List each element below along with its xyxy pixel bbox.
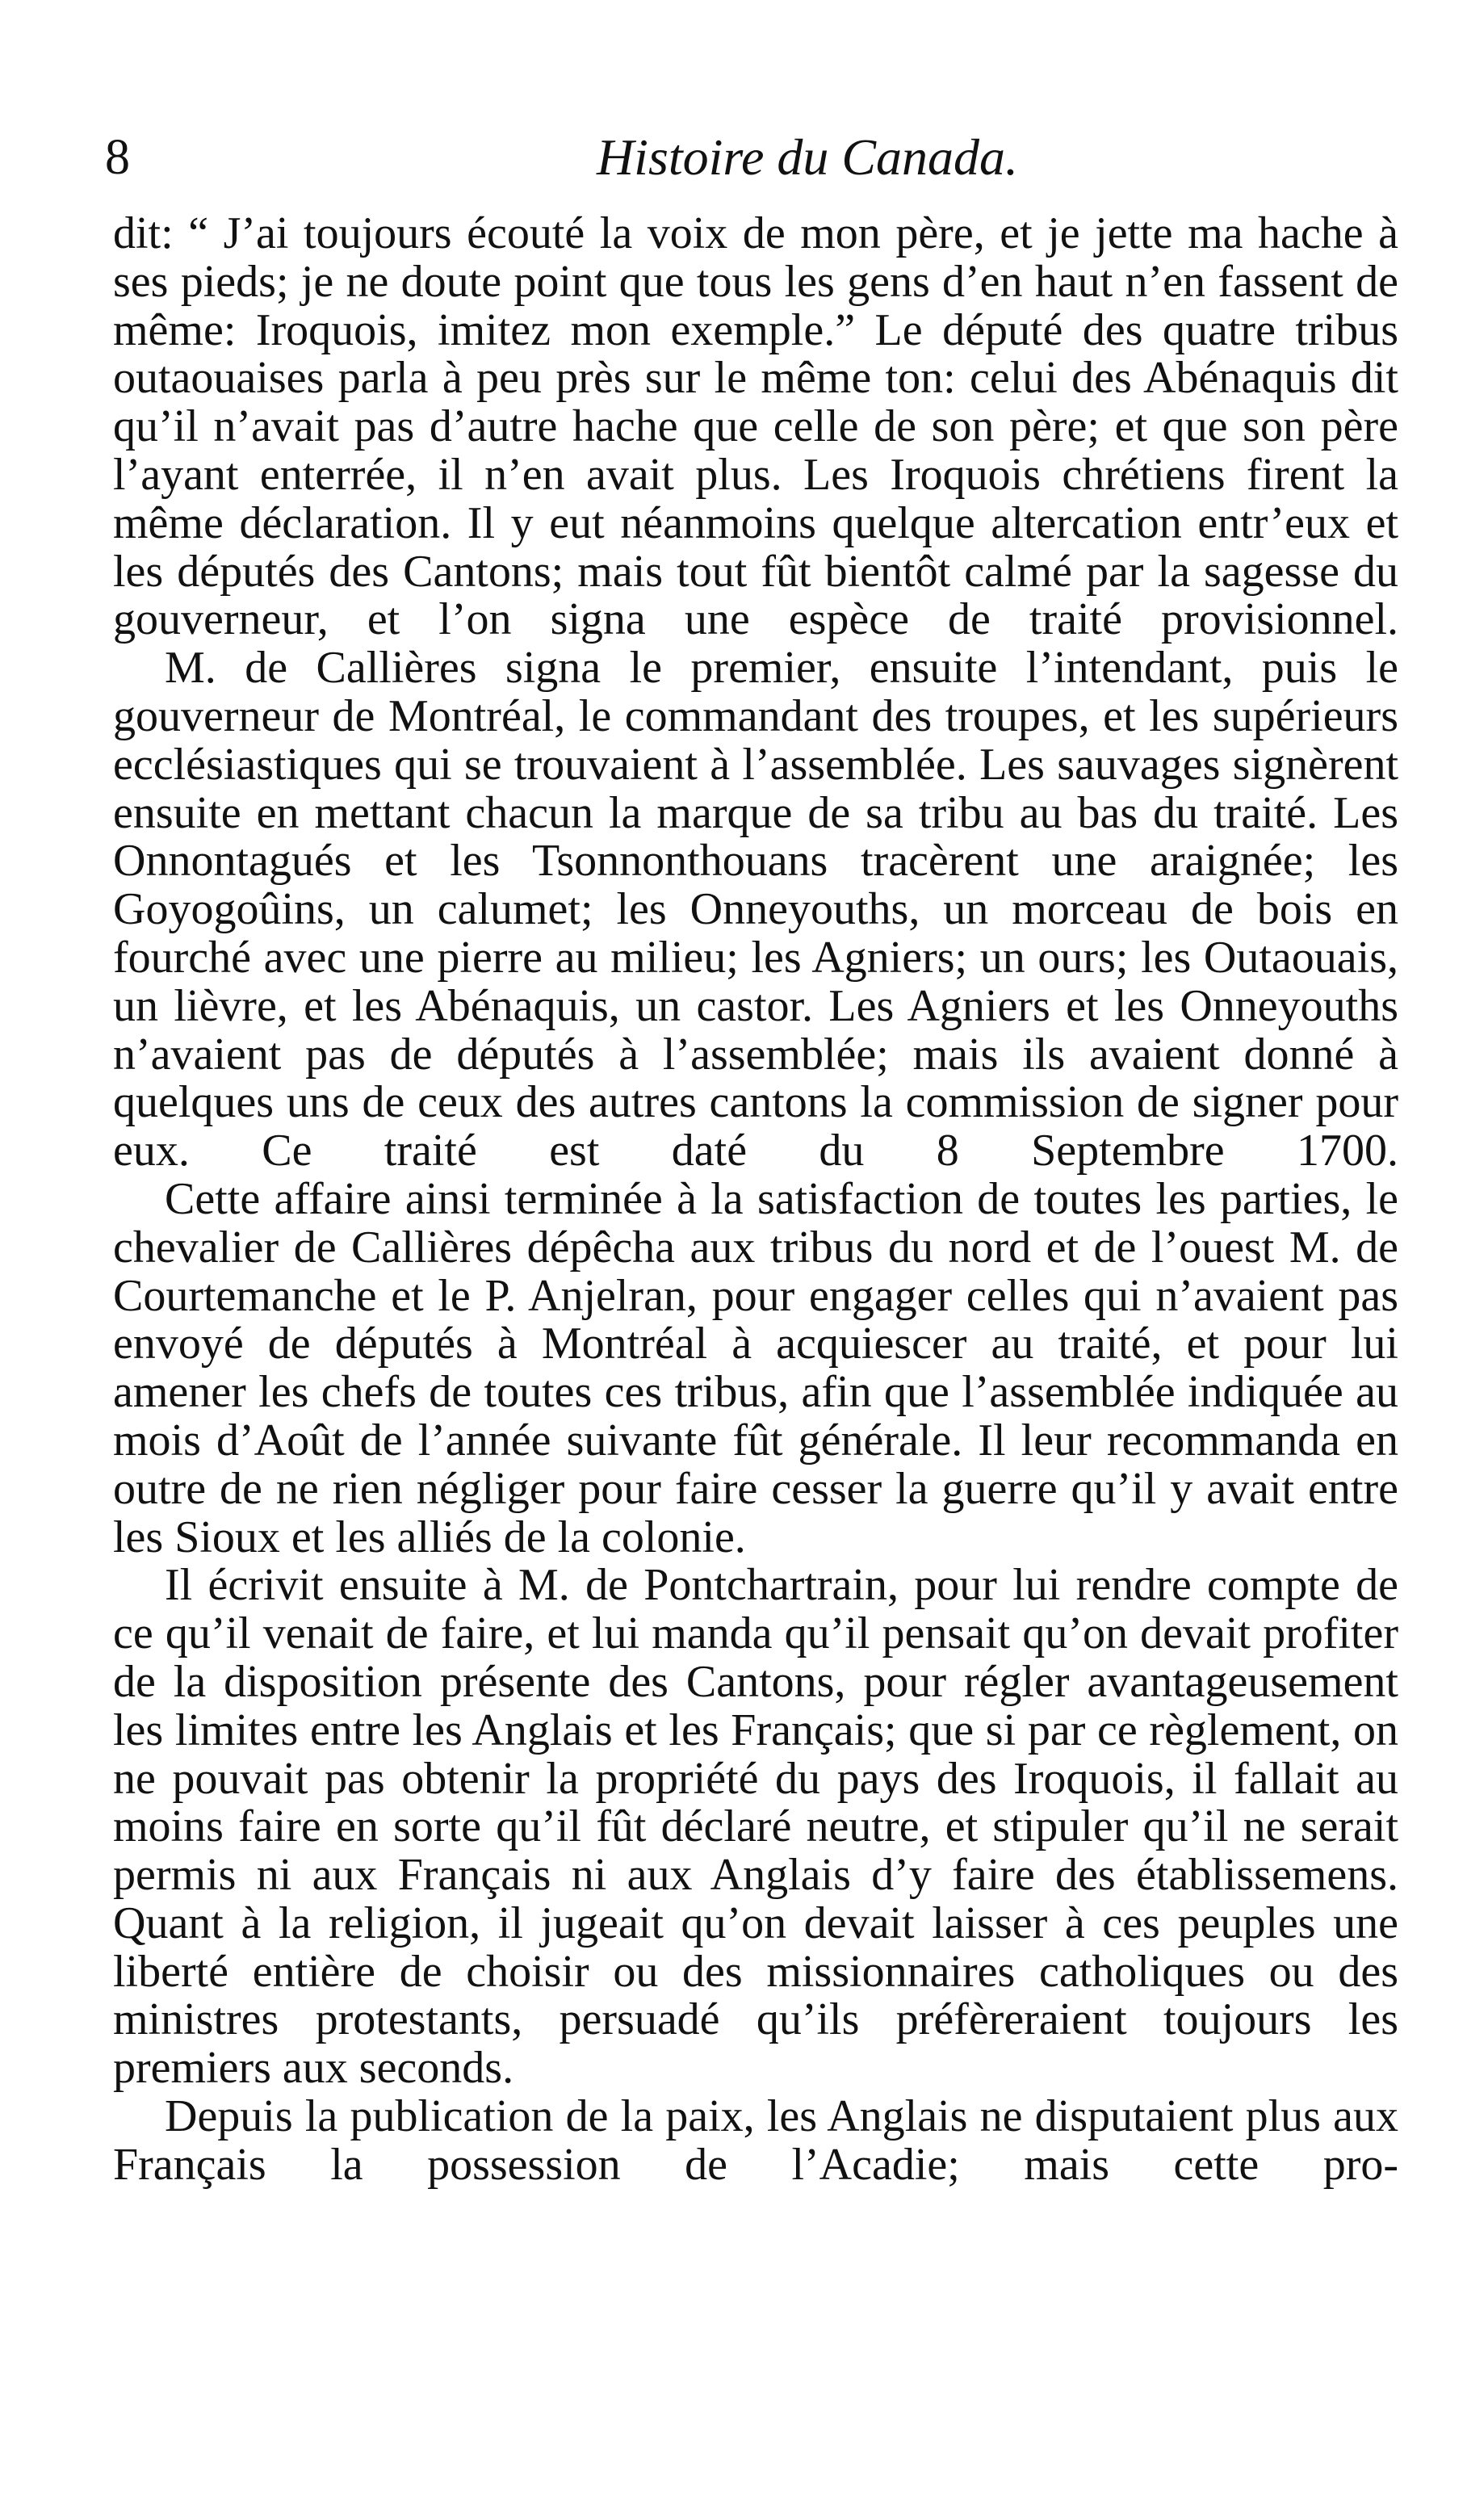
paragraph: M. de Callières signa le premier, ensuite l’intendant, puis le gouverneur de Montréal, le commandant des troupes, et les supérieurs ecclésiastiques qui se trouvaient à l’assemblée. Les sauvages signèrent ensuite en mettant chacun la marque de sa tribu au bas du traité. Les Onnontagués et les Tsonnonthouans tracèrent une araignée; les Goyogoûins, un calumet; les Onneyouths, un morceau de bois en fourché avec une pierre au milieu; les Agniers; un ours; les Outaouais, un lièvre, et les Abénaquis, un castor. Les Agniers et les Onneyouths n’avaient pas de députés à l’assemblée; mais ils avaient donné à quelques uns de ceux des autres cantons la commission de signer pour eux. Ce traité est daté du 8 Septembre 1700.	[113, 643, 1398, 1176]
page-number: 8	[105, 130, 130, 185]
page-header	[105, 121, 1397, 194]
paragraph: Cette affaire ainsi terminée à la satisfaction de toutes les parties, le chevalier de Callières dépêcha aux tribus du nord et de l’ouest M. de Courtemanche et le P. Anjelran, pour engager celles qui n’avaient pas envoyé de députés à Montréal à acquiescer au traité, et pour lui amener les chefs de toutes ces tribus, afin que l’assemblée indiquée au mois d’Août de l’année suivante fût générale. Il leur recommanda en outre de ne rien négliger pour faire cesser la guerre qu’il y avait entre les Sioux et les alliés de la colonie.	[113, 1173, 1398, 1562]
paragraph: dit: “ J’ai toujours écouté la voix de mon père, et je jette ma hache à ses pieds; je ne doute point que tous les gens d’en haut n’en fassent de même: Iroquois, imitez mon exemple.” Le député des quatre tribus outaouaises parla à peu près sur le même ton: celui des Abénaquis dit qu’il n’avait pas d’autre hache que celle de son père; et que son père l’ayant enterrée, il n’en avait plus. Les Iroquois chrétiens firent la même déclaration. Il y eut néanmoins quelque altercation entr’eux et les députés des Cantons; mais tout fût bientôt calmé par la sagesse du gouverneur, et l’on signa une espèce de traité provisionnel.	[113, 208, 1398, 645]
paragraph: Depuis la publication de la paix, les Anglais ne disputaient plus aux Français la possession de l’Acadie; mais cette pro-	[113, 2091, 1398, 2190]
body-text	[113, 210, 1398, 2190]
running-title: Histoire du Canada.	[596, 128, 1019, 186]
paragraph: Il écrivit ensuite à M. de Pontchartrain, pour lui rendre compte de ce qu’il venait de faire, et lui manda qu’il pensait qu’on devait profiter de la disposition présente des Cantons, pour régler avantageusement les limites entre les Anglais et les Français; que si par ce règlement, on ne pouvait pas obtenir la propriété du pays des Iroquois, il fallait au moins faire en sorte qu’il fût déclaré neutre, et stipuler qu’il ne serait permis ni aux Français ni aux Anglais d’y faire des établissemens. Quant à la religion, il jugeait qu’on devait laisser à ces peuples une liberté entière de choisir ou des missionnaires catholiques ou des ministres protestants, persuadé qu’ils préfèreraient toujours les premiers aux seconds.	[113, 1560, 1398, 2094]
